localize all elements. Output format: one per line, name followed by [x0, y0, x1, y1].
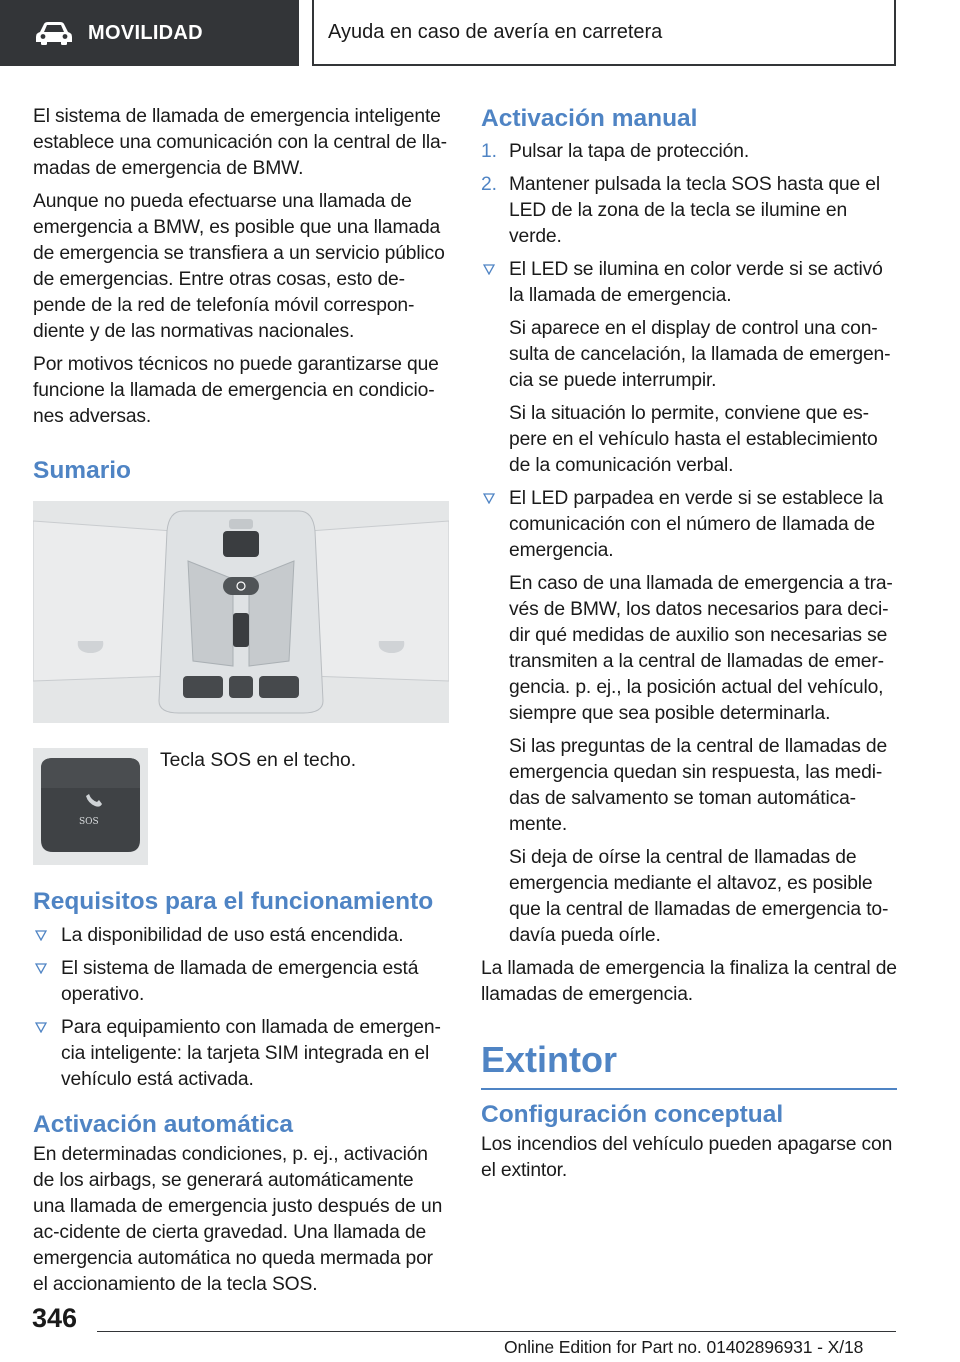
steps-list [481, 139, 897, 250]
activacion-manual-heading: Activación manual [481, 105, 698, 132]
header-chapter [312, 0, 896, 66]
bullet-continuation: Si deja de oírse la central de llamadas de emergencia mediante el altavoz, es posible que la central de llamadas de emergencia to-davía pueda oírle. [509, 847, 889, 946]
list-item: El LED parpadea en verde si se establece la comunicación con el número de llamada de emergencia. [481, 486, 897, 564]
closing-paragraph: La llamada de emergencia la finaliza la central de llamadas de emergencia. [481, 958, 897, 1005]
intro-paragraph-3: Por motivos técnicos no puede garantizarse que funcione la llamada de emergencia en condicio-nes adversas. [33, 354, 439, 427]
list-item: Para equipamiento con llamada de emergen-cia inteligente: la tarjeta SIM integrada en el vehículo está activada. [33, 1015, 449, 1093]
requisitos-list [33, 923, 449, 1093]
sumario-heading: Sumario [33, 457, 132, 484]
step-item: 2. Mantener pulsada la tecla SOS hasta que el LED de la zona de la tecla se ilumine en verde. [481, 174, 880, 247]
chapter-title: Ayuda en caso de avería en carretera [328, 20, 663, 43]
triangle-bullet-icon [483, 264, 495, 275]
intro-paragraph-1: El sistema de llamada de emergencia inteligente establece una comunicación con la central de lla-madas de emergencia de BMW. [33, 106, 447, 179]
bullet-continuation: Si aparece en el display de control una con-sulta de cancelación, la llamada de emergen-cia se puede interrumpir. [509, 318, 891, 391]
activacion-automatica-heading: Activación automática [33, 1111, 294, 1138]
configuracion-heading: Configuración conceptual [481, 1101, 784, 1128]
sos-button-photo [33, 748, 148, 865]
step-item: 1. Pulsar la tapa de protección. [481, 139, 897, 165]
car-icon [34, 20, 74, 46]
sos-figure-row [33, 748, 449, 865]
intro-paragraph-2: Aunque no pueda efectuarse una llamada de emergencia a BMW, es posible que una llamada de emergencia se transfiera a un servicio público de emergencias. Entre otras cosas, esto de-pende de la red de telefonía móvil correspon-diente y de las normativas nacionales. [33, 191, 445, 342]
triangle-bullet-icon [35, 963, 47, 974]
triangle-bullet-icon [483, 493, 495, 504]
figure-caption: Tecla SOS en el techo. [160, 750, 357, 771]
bullet-continuation: En caso de una llamada de emergencia a tra-vés de BMW, los datos necesarios para deci-dir qué medidas de auxilio son necesarias se transmiten a la central de llamadas de emer-gencia. p. ej., la posición actual del vehículo, siempre que sea posible determinarla. [509, 573, 893, 724]
bullet-continuation: Si las preguntas de la central de llamadas de emergencia quedan sin respuesta, las medi-das de salvamento se toman automática-mente. [509, 736, 888, 835]
triangle-bullet-icon [35, 930, 47, 941]
result-list [481, 257, 897, 309]
footer-divider [97, 1331, 896, 1332]
step-number: 1. [481, 141, 497, 162]
configuracion-text: Los incendios del vehículo pueden apagarse con el extintor. [481, 1134, 893, 1181]
step-number: 2. [481, 174, 497, 195]
header-section-tab [0, 0, 299, 66]
page-number: 346 [32, 1303, 78, 1333]
requisitos-heading: Requisitos para el funcionamiento [33, 888, 434, 915]
section-title: MOVILIDAD [88, 21, 203, 44]
result-list [481, 486, 897, 564]
triangle-bullet-icon [35, 1022, 47, 1033]
left-column [33, 104, 449, 1305]
right-column [481, 104, 897, 1191]
edition-note: Online Edition for Part no. 01402896931 - X/18 [504, 1337, 864, 1357]
list-item: El LED se ilumina en color verde si se activó la llamada de emergencia. [481, 257, 897, 309]
extintor-heading: Extintor [481, 1038, 897, 1090]
activacion-automatica-text: En determinadas condiciones, p. ej., activación de los airbags, se generará automáticamente una llamada de emergencia justo después de un ac-cidente de cierta gravedad. Una llamada de emergencia automática no queda mermada por el accionamiento de la tecla SOS. [33, 1144, 443, 1295]
sos-label: SOS [79, 817, 99, 827]
bullet-continuation: Si la situación lo permite, conviene que es-pere en el vehículo hasta el establecimiento de la comunicación verbal. [509, 403, 878, 476]
list-item: La disponibilidad de uso está encendida. [33, 923, 449, 949]
list-item: El sistema de llamada de emergencia está operativo. [33, 956, 449, 1008]
roof-console-photo [33, 501, 449, 723]
